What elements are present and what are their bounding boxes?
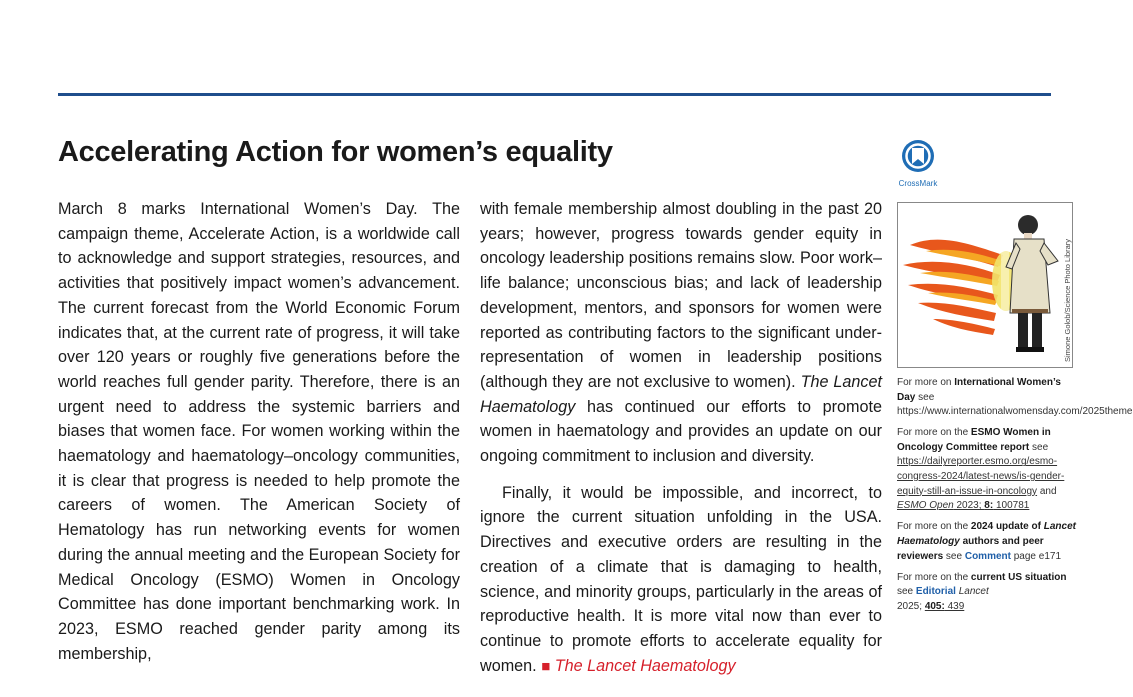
article-column-2	[480, 197, 882, 679]
woman-with-flames-illustration	[898, 203, 1072, 367]
note-topic: 2024 update of	[970, 521, 1044, 533]
note-see: see	[915, 391, 935, 403]
note-topic: International Women’s Day	[897, 377, 1061, 403]
note-year: 2023;	[953, 500, 985, 512]
note-url-link[interactable]: https://dailyreporter.esmo.org/esmo-congress-2024/latest-news/is-gender-equity-still-an-issue-in-oncology	[897, 456, 1065, 497]
note-and: and	[1037, 485, 1057, 497]
paragraph-text: with female membership almost doubling in the past 20 years; however, progress towards gender equity in oncology leadership positions remains slow. Poor work–life balance; unconscious bias; and lack of leadership development, mentors, and sponsors for women were reported as contributing factors to the significant under-representation of women in leadership positions (although they are not exclusive to women).	[480, 200, 882, 391]
note-page: 100781	[993, 500, 1030, 512]
journal-name: The Lancet Haematology	[480, 372, 882, 416]
note-topic: ESMO Women in Oncology Committee report	[897, 427, 1051, 453]
note-year: 2025;	[897, 600, 925, 612]
note-topic-journal: Lancet Haematology	[897, 521, 1076, 547]
note-journal: Lancet	[955, 586, 989, 598]
sidebar-note-us-situation	[897, 571, 1077, 615]
note-topic: authors and peer reviewers	[897, 535, 1044, 562]
sidebar-note-2024-update	[897, 520, 1077, 564]
crossmark-badge[interactable]	[896, 139, 940, 188]
note-journal: ESMO Open	[897, 500, 954, 512]
crossmark-label: CrossMark	[898, 179, 938, 188]
note-page: 439	[944, 600, 965, 612]
sidebar-notes	[897, 376, 1133, 621]
sidebar-note-international-womens-day	[897, 376, 1133, 420]
esmo-open-citation-link[interactable]	[897, 500, 1029, 511]
note-volume: 405:	[924, 600, 945, 612]
article-title: Accelerating Action for women’s equality	[58, 136, 613, 168]
note-topic: current US situation	[970, 571, 1067, 583]
end-square-icon: ■	[541, 657, 551, 675]
paragraph-1: March 8 marks International Women’s Day. The campaign theme, Accelerate Action, is a worldwide call to acknowledge and support strategies, resources, and activities that positively impact women’s advancement. The current forecast from the World Economic Forum indicates that, at the current rate of progress, it will take over 120 years or roughly five generations before the world reaches full gender parity. Therefore, there is an urgent need to address the systemic barriers and biases that women face. For women working within the haematology and haematology–oncology communities, it is clear that progress is needed to help promote the careers of women. The American Society of Hematology has run networking events for women during the annual meeting and the European Society for Medical Oncology (ESMO) Women in Oncology Committee has done important benchmarking work. In 2023, ESMO reached gender parity among its membership,	[58, 200, 460, 663]
paragraph-2	[480, 481, 882, 680]
note-prefix: For more on the	[897, 521, 971, 533]
note-page: page e171	[1010, 550, 1062, 562]
crossmark-icon	[901, 139, 935, 173]
note-prefix: For more on	[897, 377, 955, 388]
sidebar-note-esmo-report	[897, 426, 1077, 514]
article-column-1	[58, 197, 460, 666]
note-see: see	[943, 550, 965, 562]
editorial-link[interactable]: Editorial	[915, 586, 956, 598]
paragraph-1-continued	[480, 197, 882, 469]
note-see: see	[897, 586, 916, 598]
note-volume: 8:	[984, 500, 994, 512]
photo-credit: Simone Golob/Science Photo Library	[1063, 239, 1072, 362]
note-prefix: For more on the	[897, 571, 971, 583]
journal-signature: The Lancet Haematology	[554, 656, 736, 675]
paragraph-text: Finally, it would be impossible, and incorrect, to ignore the current situation unfolding in the USA. Directives and executive orders are resulting in the creation of a climate that is damaging to health, science, and minority groups, particularly in the areas of reproductive health. It is more vital now than ever to continue to promote efforts to accelerate equality for women.	[480, 483, 882, 675]
note-prefix: For more on the	[897, 427, 971, 439]
note-see: see	[1029, 441, 1049, 453]
illustration	[897, 202, 1073, 368]
paragraph-text: has continued our efforts to promote women in haematology and provides an update on our ongoing commitment to inclusion and diversity.	[480, 397, 882, 466]
lancet-citation-link[interactable]	[925, 601, 964, 612]
top-rule	[58, 93, 1051, 96]
comment-link[interactable]: Comment	[964, 550, 1011, 562]
note-url-link[interactable]: https://www.internationalwomensday.com/2025theme	[897, 406, 1133, 418]
